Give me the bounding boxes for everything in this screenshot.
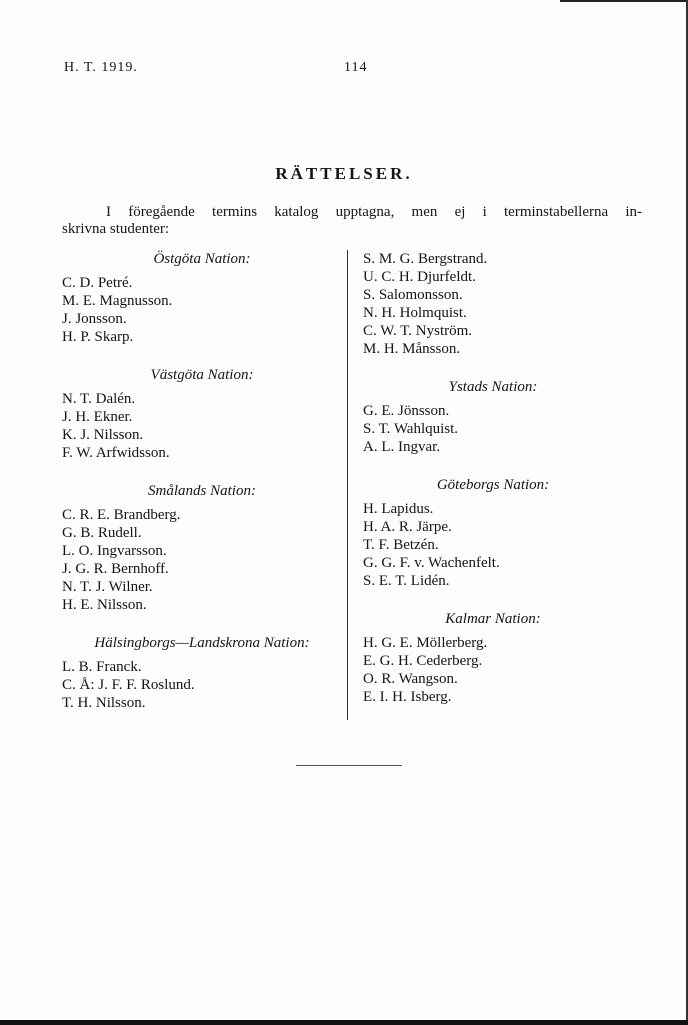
student-name: L. B. Franck.	[62, 659, 142, 675]
student-list	[62, 274, 342, 346]
student-name: K. J. Nilsson.	[62, 427, 144, 443]
student-name: H. A. R. Järpe.	[363, 519, 452, 535]
footer-rule	[296, 765, 402, 766]
student-name: S. T. Wahlquist.	[363, 421, 459, 437]
nation-heading: Kalmar Nation:	[445, 611, 541, 627]
nation-group	[363, 378, 623, 456]
student-list	[62, 658, 342, 712]
student-name: U. C. H. Djurfeldt.	[363, 269, 476, 285]
nation-group	[62, 250, 342, 346]
student-name: M. E. Magnusson.	[62, 293, 173, 309]
scan-edge-top	[560, 0, 688, 2]
student-name: J. G. R. Bernhoff.	[62, 561, 169, 577]
nation-group	[363, 476, 623, 590]
nation-heading: Ystads Nation:	[448, 379, 538, 395]
nation-heading: Östgöta Nation:	[153, 251, 251, 267]
student-name: M. H. Månsson.	[363, 341, 461, 357]
student-name: S. Salomonsson.	[363, 287, 463, 303]
student-name: S. M. G. Bergstrand.	[363, 251, 488, 267]
nation-group	[363, 610, 623, 706]
student-name: C. R. E. Brandberg.	[62, 507, 181, 523]
student-name: G. B. Rudell.	[62, 525, 142, 541]
nation-heading: Hälsingborgs—Landskrona Nation:	[94, 635, 310, 651]
running-header: H. T. 1919.	[64, 60, 138, 75]
student-name: N. T. J. Wilner.	[62, 579, 153, 595]
nation-heading: Göteborgs Nation:	[436, 477, 550, 493]
student-list	[62, 506, 342, 614]
nation-heading: Västgöta Nation:	[150, 367, 254, 383]
column-divider	[347, 250, 348, 720]
student-name: A. L. Ingvar.	[363, 439, 441, 455]
right-column	[363, 250, 623, 726]
student-name: N. T. Dalén.	[62, 391, 136, 407]
student-list	[62, 390, 342, 462]
intro-paragraph	[62, 204, 642, 238]
student-name: C. D. Petré.	[62, 275, 133, 291]
student-list	[363, 500, 623, 590]
student-name: G. G. F. v. Wachenfelt.	[363, 555, 500, 571]
student-name: T. H. Nilsson.	[62, 695, 146, 711]
left-column	[62, 250, 342, 732]
student-name: H. P. Skarp.	[62, 329, 134, 345]
student-name: N. H. Holmquist.	[363, 305, 467, 321]
student-name: J. Jonsson.	[62, 311, 127, 327]
student-list	[363, 250, 623, 358]
student-name: S. E. T. Lidén.	[363, 573, 450, 589]
student-name: H. G. E. Möllerberg.	[363, 635, 488, 651]
student-name: H. E. Nilsson.	[62, 597, 147, 613]
student-list	[363, 634, 623, 706]
student-name: F. W. Arfwidsson.	[62, 445, 170, 461]
page-number: 114	[344, 60, 368, 75]
student-name: H. Lapidus.	[363, 501, 434, 517]
student-name: O. R. Wangson.	[363, 671, 458, 687]
student-list	[363, 402, 623, 456]
student-name: C. Å: J. F. F. Roslund.	[62, 677, 195, 693]
nation-group	[62, 366, 342, 462]
nation-group	[363, 250, 623, 358]
student-name: G. E. Jönsson.	[363, 403, 450, 419]
page-title: RÄTTELSER.	[275, 164, 413, 183]
student-name: J. H. Ekner.	[62, 409, 133, 425]
nation-group	[62, 482, 342, 614]
intro-line-2: skrivna studenter:	[62, 221, 170, 237]
student-name: L. O. Ingvarsson.	[62, 543, 167, 559]
scan-edge-bottom	[0, 1020, 688, 1025]
student-name: T. F. Betzén.	[363, 537, 439, 553]
nation-group	[62, 634, 342, 712]
student-name: E. G. H. Cederberg.	[363, 653, 483, 669]
nation-heading: Smålands Nation:	[148, 483, 256, 499]
student-name: C. W. T. Nyström.	[363, 323, 473, 339]
student-name: E. I. H. Isberg.	[363, 689, 452, 705]
intro-line-1: I föregående termins katalog upptagna, men ej i terminstabellerna in-	[106, 204, 642, 220]
